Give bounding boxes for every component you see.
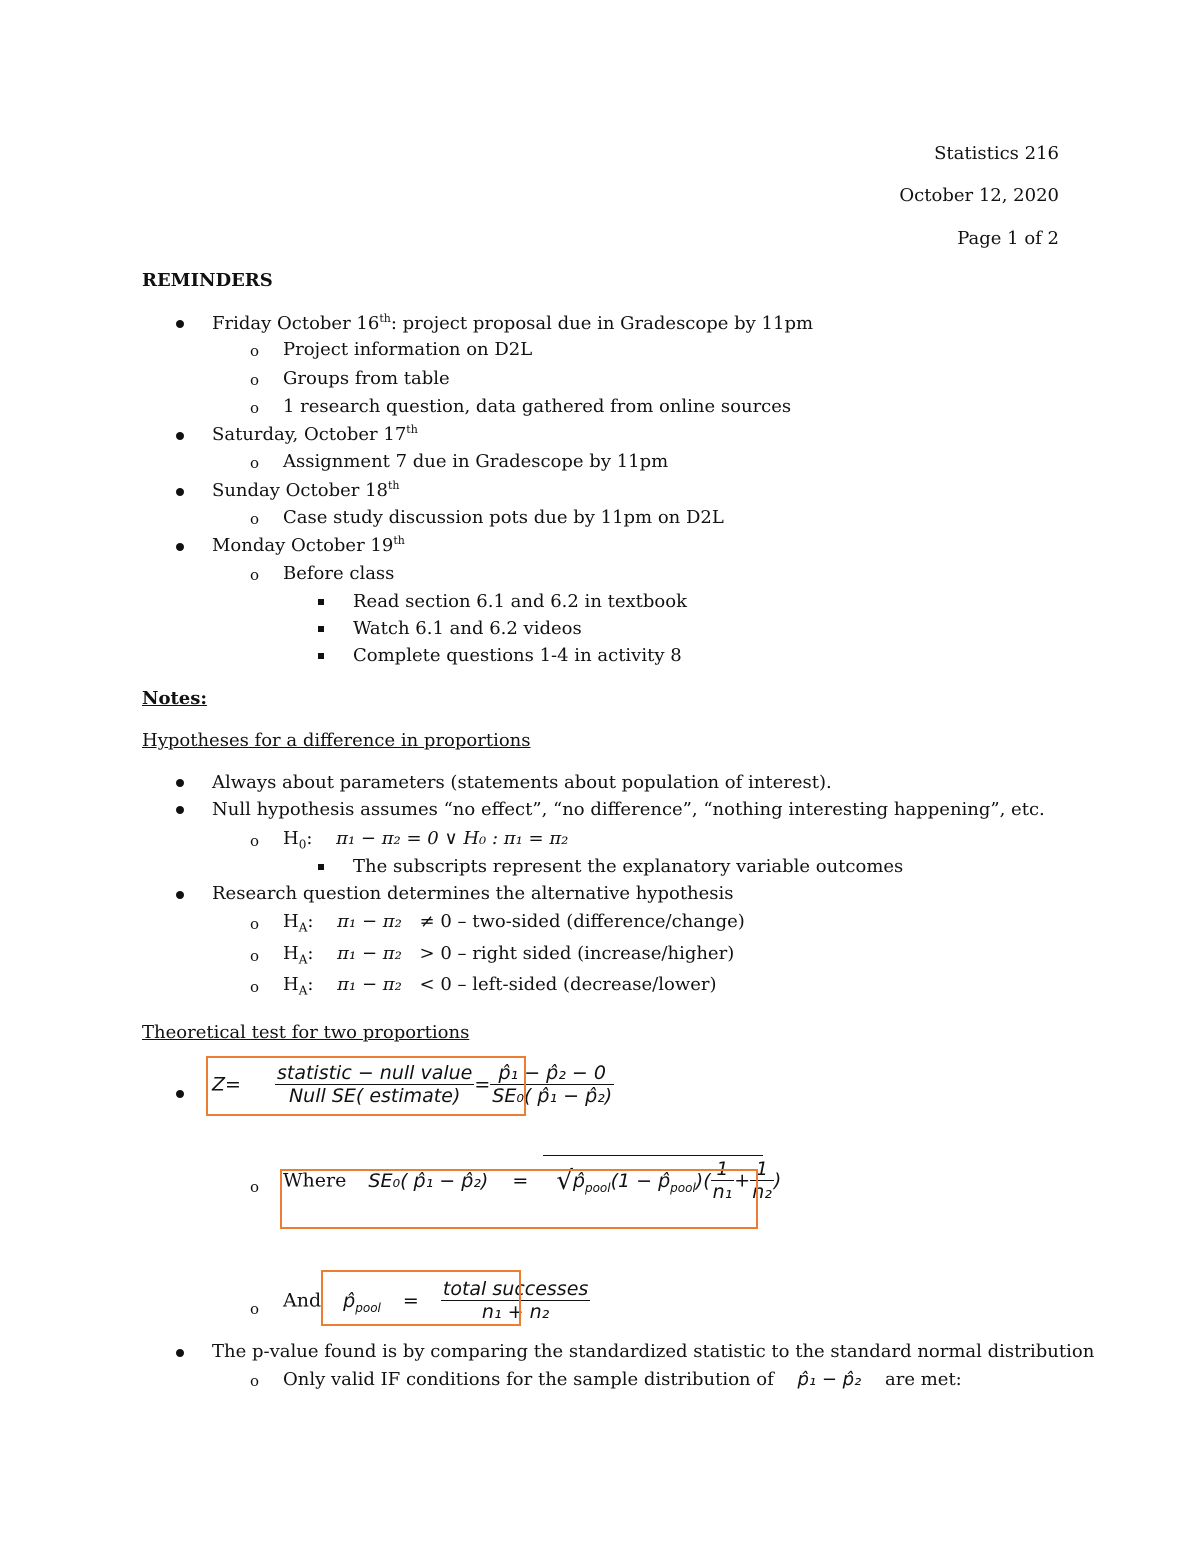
reminder-subitem: Project information on D2L bbox=[283, 339, 533, 360]
bullet-icon bbox=[176, 779, 184, 787]
sqrt-icon: √ bbox=[556, 1165, 573, 1196]
bullet-icon bbox=[176, 543, 184, 551]
alt-hypothesis: $H_A$: π₁ − π₂ ≠ 0 – two-sided (difference/change) bbox=[283, 911, 745, 935]
alt-hypothesis: $H_A$: π₁ − π₂ < 0 – left-sided (decrease/lower) bbox=[283, 974, 717, 998]
reminder-subsubitem: Watch 6.1 and 6.2 videos bbox=[353, 618, 582, 639]
se-formula: Where SE₀( p̂₁ − p̂₂) = $√p̂_{pool}(1$ − $p̂_{pool}$)( $\frac{1}{\text{n₁}}$ + $\frac{1}{\text{n₂}}$ ) bbox=[283, 1158, 782, 1203]
page-indicator: Page 1 of 2 bbox=[957, 228, 1059, 249]
circle-bullet-icon: o bbox=[250, 566, 260, 584]
note-item: Null hypothesis assumes “no effect”, “no difference”, “nothing interesting happening”, etc. bbox=[212, 799, 1045, 820]
document-date: October 12, 2020 bbox=[899, 185, 1059, 206]
reminder-subsubitem: Read section 6.1 and 6.2 in textbook bbox=[353, 591, 688, 612]
reminder-subitem: Groups from table bbox=[283, 368, 450, 389]
circle-bullet-icon: o bbox=[250, 978, 260, 996]
square-bullet-icon bbox=[318, 626, 324, 632]
highlight-box bbox=[321, 1270, 521, 1326]
circle-bullet-icon: o bbox=[250, 371, 260, 389]
z-fraction-2: $\frac{\text{p̂₁ − p̂₂ − 0}}{\text{SE₀( p̂₁ − p̂₂)}}$ bbox=[492, 1062, 613, 1107]
pool-formula: And $p̂_{pool}$ = $\frac{\text{total successes}}{\text{n₁ + n₂}}$ bbox=[283, 1278, 589, 1323]
circle-bullet-icon: o bbox=[250, 915, 260, 933]
section-title: Theoretical test for two proportions bbox=[142, 1022, 470, 1043]
square-bullet-icon bbox=[318, 864, 324, 870]
z-fraction-1: $\frac{\text{statistic − null value}}{\text{Null SE( estimate)}}$ bbox=[276, 1062, 473, 1107]
reminder-item: Friday October 16th: project proposal due in Gradescope by 11pm bbox=[212, 312, 814, 334]
reminder-subitem: Before class bbox=[283, 563, 395, 584]
sqrt-bar bbox=[543, 1155, 763, 1156]
bullet-icon bbox=[176, 320, 184, 328]
course-title: Statistics 216 bbox=[934, 143, 1059, 164]
reminder-subsubitem: Complete questions 1-4 in activity 8 bbox=[353, 645, 682, 666]
reminder-item: Saturday, October 17th bbox=[212, 423, 418, 445]
square-bullet-icon bbox=[318, 653, 324, 659]
section-title: Hypotheses for a difference in proportions bbox=[142, 730, 531, 751]
circle-bullet-icon: o bbox=[250, 1300, 260, 1318]
highlight-box bbox=[206, 1056, 526, 1116]
square-bullet-icon bbox=[318, 599, 324, 605]
bullet-icon bbox=[176, 488, 184, 496]
note-subitem: The subscripts represent the explanatory variable outcomes bbox=[353, 856, 904, 877]
reminders-heading: REMINDERS bbox=[142, 270, 273, 291]
circle-bullet-icon: o bbox=[250, 1178, 260, 1196]
reminder-subitem: 1 research question, data gathered from online sources bbox=[283, 396, 792, 417]
circle-bullet-icon: o bbox=[250, 1372, 260, 1390]
note-item: Always about parameters (statements about population of interest). bbox=[212, 772, 832, 793]
z-formula: Z= $\frac{\text{statistic − null value}}{\text{Null SE( estimate)}}$ = $\frac{\text{p̂₁ − p̂₂ − 0}}{\text{SE₀( p̂₁ − p̂₂)}}$ bbox=[212, 1062, 613, 1107]
notes-heading: Notes: bbox=[142, 688, 208, 709]
highlight-box bbox=[280, 1169, 758, 1229]
circle-bullet-icon: o bbox=[250, 342, 260, 360]
reminder-item: Sunday October 18th bbox=[212, 479, 400, 501]
circle-bullet-icon: o bbox=[250, 832, 260, 850]
note-item: Research question determines the alternative hypothesis bbox=[212, 883, 734, 904]
reminder-item: Monday October 19th bbox=[212, 534, 405, 556]
bullet-icon bbox=[176, 1349, 184, 1357]
bullet-icon bbox=[176, 891, 184, 899]
null-hypothesis: $H_0$: π₁ − π₂ = 0 ∨ H₀ : π₁ = π₂ bbox=[283, 828, 569, 852]
circle-bullet-icon: o bbox=[250, 510, 260, 528]
circle-bullet-icon: o bbox=[250, 947, 260, 965]
reminder-subitem: Assignment 7 due in Gradescope by 11pm bbox=[283, 451, 669, 472]
circle-bullet-icon: o bbox=[250, 454, 260, 472]
note-subitem: Only valid IF conditions for the sample distribution of p̂₁ − p̂₂ are met: bbox=[283, 1369, 962, 1390]
bullet-icon bbox=[176, 1090, 184, 1098]
note-item: The p-value found is by comparing the standardized statistic to the standard normal distribution bbox=[212, 1341, 1095, 1362]
alt-hypothesis: $H_A$: π₁ − π₂ > 0 – right sided (increase/higher) bbox=[283, 943, 735, 967]
bullet-icon bbox=[176, 432, 184, 440]
circle-bullet-icon: o bbox=[250, 399, 260, 417]
reminder-subitem: Case study discussion pots due by 11pm on D2L bbox=[283, 507, 724, 528]
bullet-icon bbox=[176, 806, 184, 814]
